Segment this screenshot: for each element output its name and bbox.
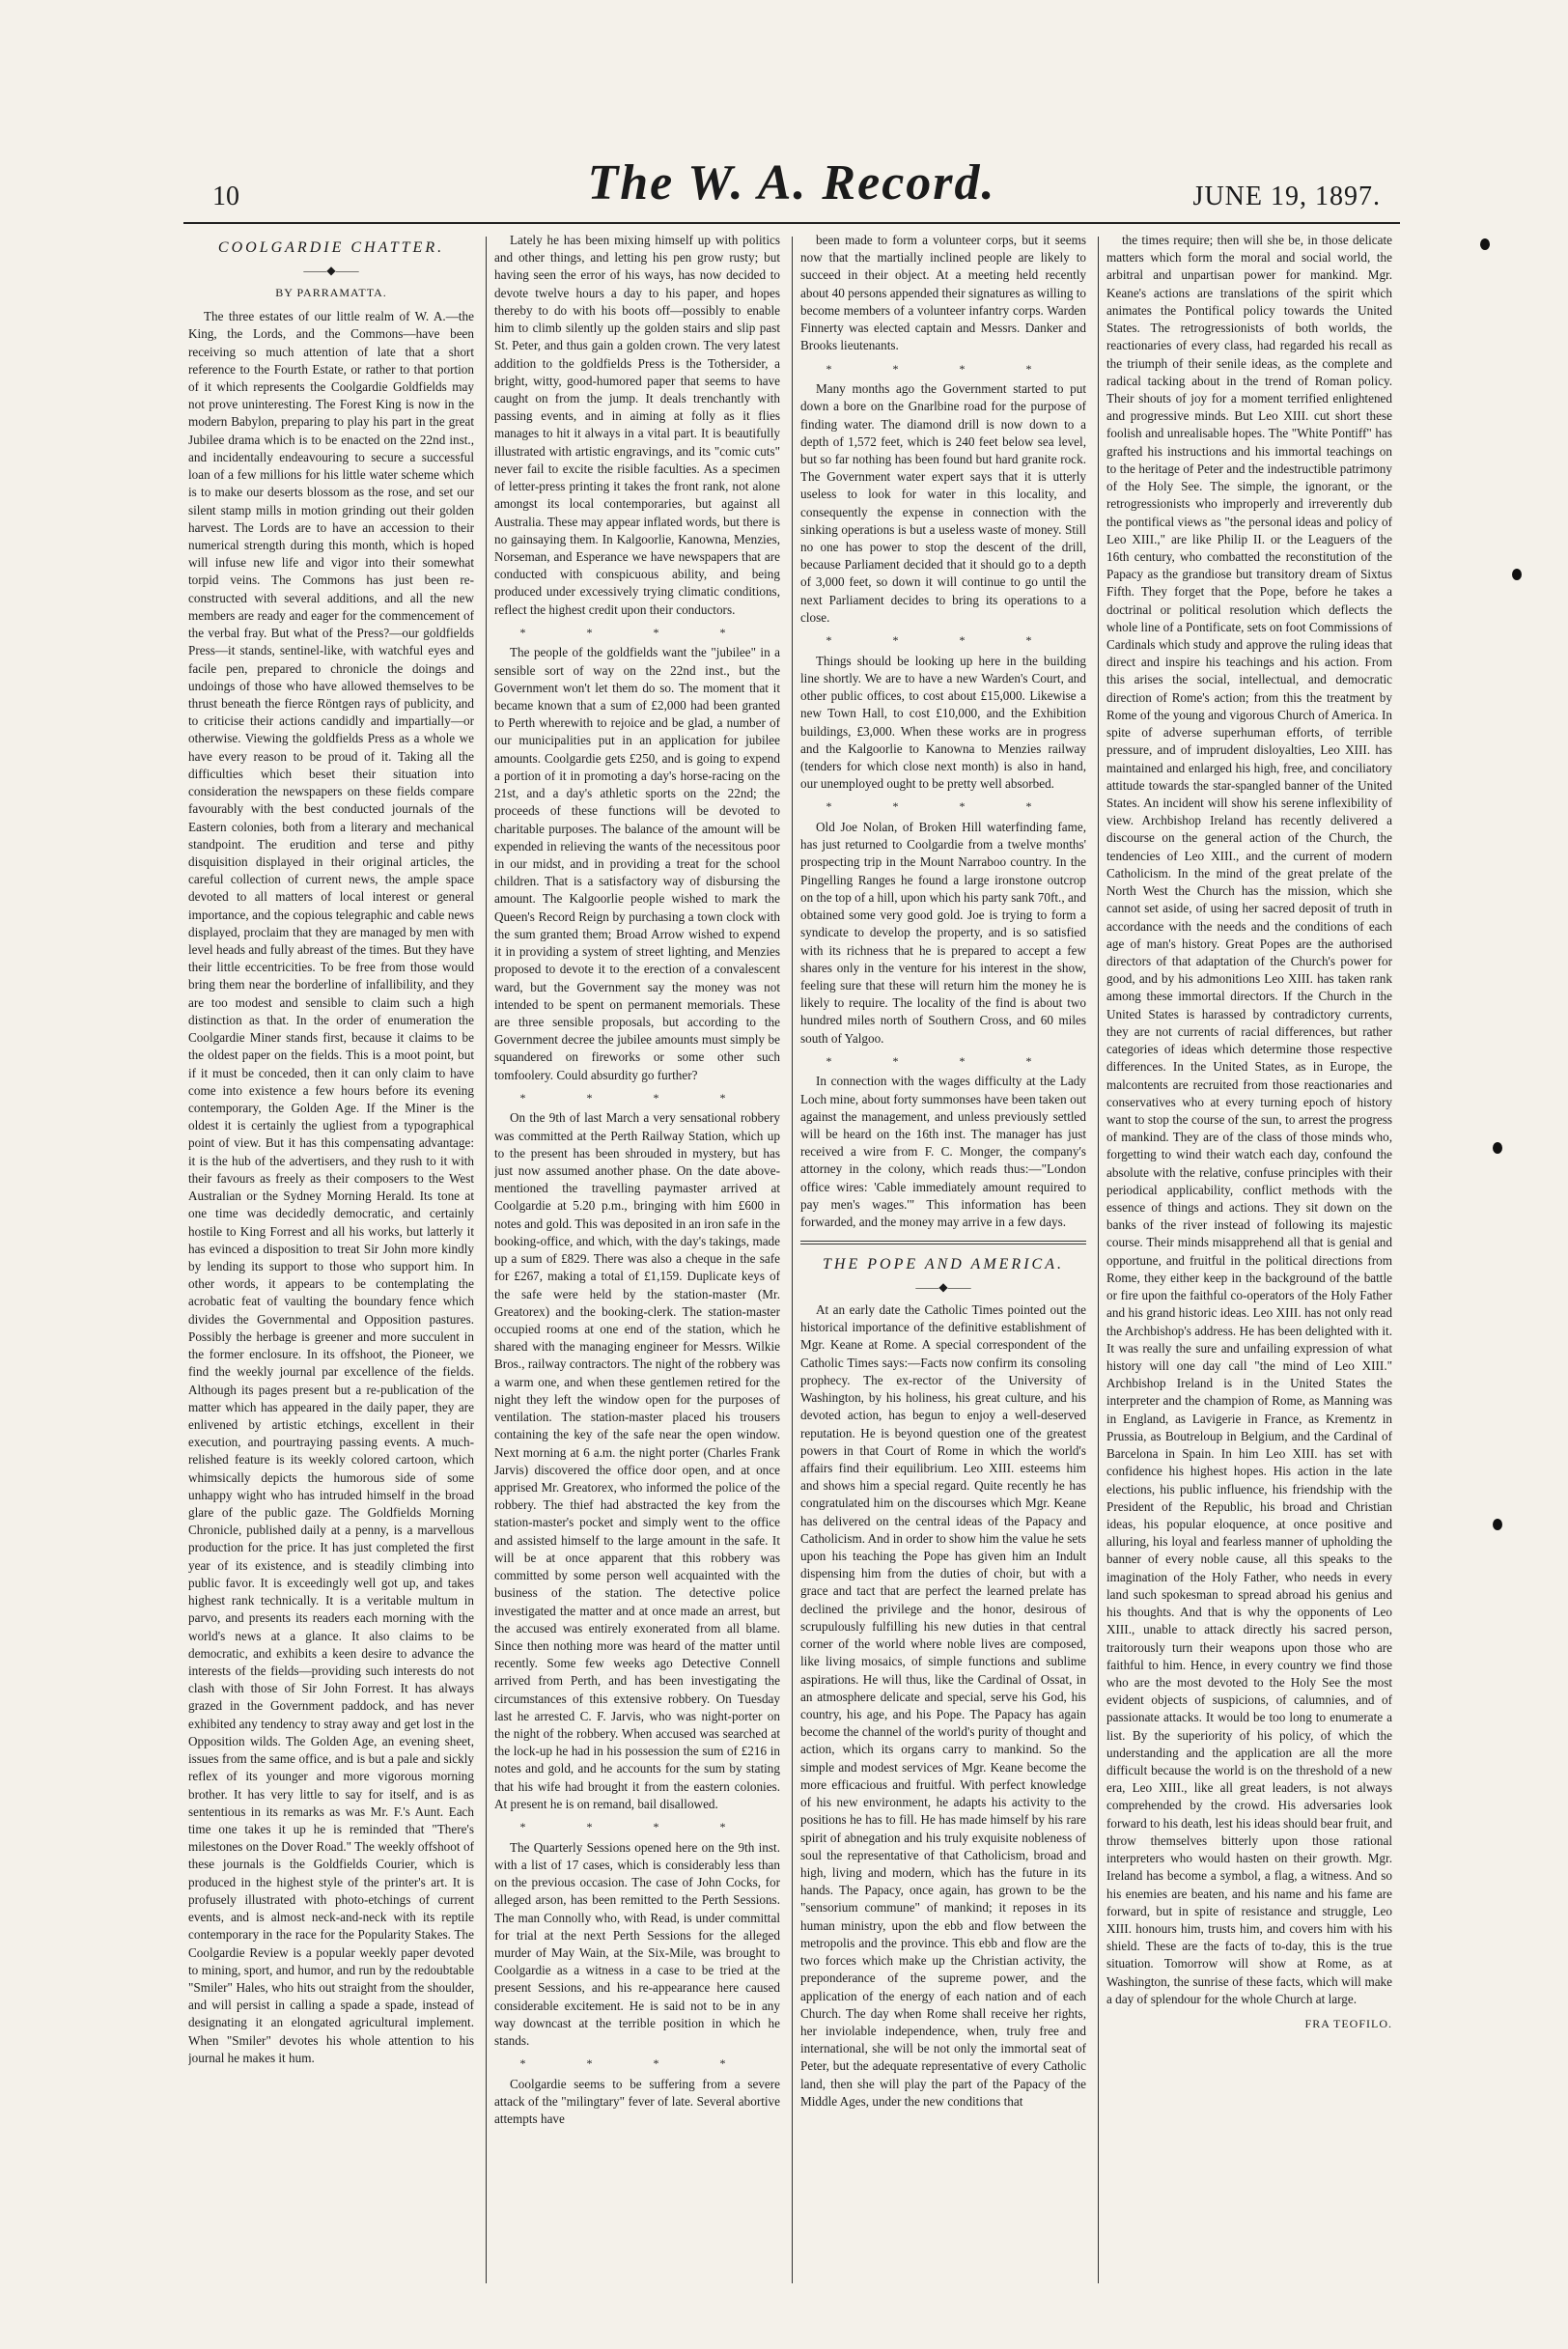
article-heading-coolgardie-chatter: COOLGARDIE CHATTER. — [217, 239, 445, 256]
issue-date: JUNE 19, 1897. — [1192, 182, 1381, 211]
column-divider — [1098, 237, 1099, 2283]
column-divider — [486, 237, 487, 2283]
article-paragraph: been made to form a volunteer corps, but it seems now that the martially inclined people are likely to succeed in their object. At a meeting held recently about 40 persons appended their signatures as willing to become members of a volunteer infantry corps. Warden Finnerty was elected captain and Messrs. Danker and Brooks lieutenants. — [800, 233, 1086, 353]
section-separator: * * * * — [519, 1090, 755, 1105]
article-byline: BY PARRAMATTA. — [275, 285, 387, 299]
article-rule — [800, 1241, 1086, 1244]
section-separator: * * * * — [826, 633, 1061, 648]
margin-bullet-mark — [1480, 238, 1490, 250]
section-separator: * * * * — [826, 799, 1061, 814]
article-paragraph: In connection with the wages difficulty at the Lady Loch mine, about forty summonses have been taken out against the management, and unless previously settled will be heard on the 16th inst. The manager has just received a wire from F. C. Monger, the company's attorney in the colony, which reads thus:—"London office wires: 'Cable immediately amount required to pay men's wages.'" This information has been forwarded, and the money may arrive in a few days. — [800, 1074, 1086, 1230]
heading-ornament: ——◆—— — [915, 1280, 971, 1295]
section-separator: * * * * — [826, 361, 1061, 376]
margin-bullet-mark — [1493, 1142, 1502, 1154]
margin-bullet-mark — [1512, 569, 1522, 580]
article-paragraph: the times require; then will she be, in those delicate matters which form the moral and social world, the arbitral and unpartisan power for mankind. Mgr. Keane's actions are translations of the spirit which animates the Pontifical policy towards the United States. The retrogressionists of both worlds, the reactionaries of every class, had regarded his recall as the triumph of their senile ideas, as the complete and radical tacking about in the trend of Roman policy. Their shouts of joy for a moment terrified enlightened and progressive minds. But Leo XIII. cut short these foolish and unrealisable hopes. The "White Pontiff" has grafted his instructions and his immortal teachings on to the heritage of Peter and the indestructible patrimony of the Holy See. The simple, the ignorant, or the retrogressionists who improperly and irreverently dub the pontifical views as "the personal ideas and policy of Leo XIII.," are like Philip II. or the Leaguers of the 16th century, who combatted the reconstitution of the Papacy as the grandiose but transitory dream of Sixtus Fifth. They forget that the Pope, before he takes a doctrinal or political resolution which deflects the whole line of a Pontificate, sets on foot Commissions of Cardinals which study and approve the ruling ideas that direct and inspire his teachings and his action. From this arises the social, intellectual, and democratic direction of Rome's action; from this the treatment by Rome of the young and vigorous Church of America. In spite of adverse superhuman efforts, of terrible pressure, and of imprudent disloyalties, Leo XIII. has maintained and enlarged his high, free, and conciliatory attitude towards the star-spangled banner of the United States. An incident will show his serene inflexibility of view. Archbishop Ireland has recently delivered a discourse on the general action of the Church, the tendencies of Leo XIII., and the current of modern Catholicism. In the mind of the great prelate of the North West the Church has the mission, which she cannot set aside, of using her sacred deposit of truth in accordance with the needs and the conditions of each age of man's history. Great Popes are the authorised directors of that adaptation of the Church's power for good, and by his admonitions Leo XIII. has taken rank among these immortal directors. If the Church in the United States is harassed by contradictory currents, they are not currents of racial differences, but rather categories of ideas which determine those respective differences. In the United States, as in Europe, the malcontents are recruited from those reactionaries and conservatives who at every turning epoch of history want to stop the course of the sun, to arrest the progress of mankind. They are of the class of those minds who, forgetting to wind their watch each day, confound the absolute with the relative, confuse principles with their periodical applicability, conflict methods with the essence of things and actions. They sit down on the banks of the river instead of following its majestic course. Their minds misapprehend all that is genial and opportune, and fruitful in the political directions from Rome, they either keep in the background of the battle or fire upon the faithful co-operators of the Holy Father and his grand historic ideas. Leo XIII. has not only read the Archbishop's address. He has been delighted with it. It was really the sure and unfailing expression of what history will one day call "the mind of Leo XIII." Archbishop Ireland is in the United States the interpreter and the champion of Rome, as Manning was in England, as Lavigerie in France, as Krementz in Prussia, as Boutreloup in Belgium, and the Cardinal of Barcelona in Spain. In him Leo XIII. has set with confidence his highest hopes. His action in the late elections, his public influence, his friendship with the President of the Republic, his broad and Christian ideas, his popular eloquence, at once positive and alluring, his loyal and fearless manner of upholding the banner of every noble cause, all this speaks to the imagination of the Holy Father, who needs in every land such spokesman to spread abroad his genius and his thoughts. And that is why the opponents of Leo XIII., unable to attack directly his sacred person, traitorously turn their weapons upon those who are faithful to him. Hence, in every country we find those who are the most devoted to the Holy See the most evident objects of suspicions, of calumnies, and of passionate attacks. It would be too long to enumerate a list. By the superiority of his policy, of which the understanding and the application are all the more difficult because the world is on the threshold of a new era, Leo XIII., like all great leaders, is not always comprehended by the crowd. His adversaries look forward to his death, lest his ideas should bear fruit, and throw themselves bitterly upon those rational interpreters who would hasten on their growth. Mgr. Ireland has become a symbol, a flag, a witness. And so his enemies are beaten, and his name and his fame are forward, but in spite of resistance and struggle, Leo XIII. honours him, trusts him, and covers him with his shield. These are the facts of to-day, this is the true situation. Tomorrow will show at Rome, as at Washington, the sunrise of these facts, which will make a day of splendour for the whole Church at large. — [1106, 233, 1392, 2006]
heading-ornament: ——◆—— — [303, 264, 359, 278]
section-separator: * * * * — [519, 2056, 755, 2071]
article-paragraph: The Quarterly Sessions opened here on the 9th inst. with a list of 17 cases, which is considerably less than on the previous occasion. The case of John Cocks, for alleged arson, has been remitted to the Perth Sessions. The man Connolly who, with Read, is under committal for trial at the next Perth Sessions for the alleged murder of May Wain, at the Six-Mile, was brought to Coolgardie as a witness in a case to be tried at the present Sessions, and his re-appearance here caused considerable excitement. He is said not to be in any way downcast at the terrible position in which he stands. — [494, 1839, 780, 2049]
columns — [183, 232, 1400, 2298]
article-paragraph: The three estates of our little realm of W. A.—the King, the Lords, and the Commons—have been receiving so much attention of late that a short reference to the Fourth Estate, or rather to that portion of it which represents the Coolgardie Goldfields may not prove uninteresting. The Forest King is now in the modern Babylon, preparing to play his part in the great Jubilee drama which is to be enacted on the 22nd inst., and incidentally endeavouring to secure a successful loan of a few millions for his little water scheme which is to make our deserts blossom as the rose, and set our silent stamp mills in motion grinding out their golden harvest. The Lords are to have an accession to their numerical strength during this month, which is hoped will infuse new life and vigor into their somewhat torpid veins. The Commons has just been re-constructed with several additions, and all the new members are ready and eager for the commencement of the verbal fray. But what of the Press?—our goldfields Press—it stands, sentinel-like, with watchful eyes and facile pen, prepared to chronicle the doings and undoings of those who have allowed themselves to be thrust beneath the fierce Röntgen rays of publicity, and to criticise their actions candidly and impartially—or otherwise. Viewing the goldfields Press as a whole we have every reason to be proud of it. Taking all the difficulties which beset their situation into consideration the newspapers on these fields compare favourably with the best conducted journals of the Eastern colonies, both from a literary and mechanical standpoint. The erudition and terse and pithy disquisition displayed in their original articles, the careful collection of current news, the ample space devoted to all matters of local interest or general importance, and the copious telegraphic and cable news displayed, proclaim that they are managed by men with level heads and fully abreast of the times. But they have their little eccentricities. To be free from those would bring them near the borderline of infallibility, and they are too modest and sensible to claim such a high distinction as that. In the order of enumeration the Coolgardie Miner stands first, because it claims to be the oldest paper on the fields. This is a moot point, but if it must be conceded, then it can only claim to have come into existence a few hours before its evening contemporary, the Golden Age. If the Miner is the oldest it is certainly the ugliest from a typographical point of view. But it has this compensating advantage: it is the hub of the advertisers, and they rush to it with their favours as freely as their composers to the West Australian or the Sydney Morning Herald. Its tone at one time was decidedly democratic, and certainly hostile to King Forrest and all his works, but latterly it has evinced a disposition to treat Sir John more kindly by lending its support to those who support him. In other words, it appears to be contemplating the acrobatic feat of vaulting the boundary fence which divides the Governmental and Opposition pastures. Possibly the herbage is greener and more succulent in the former enclosure. In its offshoot, the Pioneer, we find the weekly journal par excellence of the fields. Although its pages present but a re-publication of the matter which has appeared in the daily paper, they are enlivened by artistic etchings, excellent in their execution, and pourtraying passing events. A much-relished feature is its weekly colored cartoon, which whimsically depicts the humorous side of some unhappy wight who has intruded himself in the broad glare of the public gaze. The Goldfields Morning Chronicle, published daily at a penny, is a marvellous production for the price. It has just completed the first year of its existence, and is steadily climbing into public favor. It is exceedingly well got up, and takes highest rank technically. It is a veritable multum in parvo, and presents its readers each morning with the world's news at a glance. It also claims to be democratic, and exhibits a keen desire to advance the interests of the fields—providing such interests do not clash with those of Sir John Forrest. It has always grazed in the Government paddock, and has never exhibited any tendency to stray away and get lost in the Opposition wilds. The Golden Age, an evening sheet, issues from the same office, and is but a pale and sickly reflex of its younger and more vigorous morning brother. It has very little to say for itself, and is as sententious in its remarks as was Mr. F.'s Aunt. Each time one takes it up he is reminded that "There's milestones on the Dover Road." The weekly offshoot of these journals is the Goldfields Courier, which is produced in the highest style of the printer's art. It is profusely illustrated with photo-etchings of current events, and is almost neck-and-neck with its reptile contemporary in the race for the Popularity Stakes. The Coolgardie Review is a popular weekly paper devoted to mining, sport, and humor, and run by the redoubtable "Smiler" Hales, who hits out straight from the shoulder, and will persist in calling a spade a spade, instead of designating it an elongated agricultural implement. When "Smiler" devotes his whole attention to his journal he makes it hum. — [188, 309, 474, 2065]
column-divider — [792, 237, 793, 2283]
column-3 — [800, 232, 1086, 2288]
newspaper-page — [183, 126, 1400, 2307]
newspaper-title: The W. A. Record. — [587, 155, 996, 210]
article-paragraph: On the 9th of last March a very sensational robbery was committed at the Perth Railway Station, which up to the present has been shrouded in mystery, but has just now assumed another phase. On the date above-mentioned the travelling paymaster arrived at Coolgardie at 5.20 p.m., bringing with him £600 in notes and gold. This was deposited in an iron safe in the booking-office, and which, with the day's takings, made up a sum of £829. There was also a cheque in the safe for £267, making a total of £1,159. Duplicate keys of the safe were held by the station-master (Mr. Greatorex) and the booking-clerk. The station-master occupied rooms at one end of the station, which he shared with the managing engineer for Messrs. Wilkie Bros., railway contractors. The night of the robbery was a warm one, and when these gentlemen retired for the night they left the window open for the purposes of ventilation. The station-master placed his trousers containing the key of the safe near the open window. Next morning at 6 a.m. the night porter (Charles Frank Jarvis) discovered the office door open, and at once apprised Mr. Greatorex, who informed the police of the robbery. The thief had abstracted the key from the station-master's pocket and simply went to the office and assisted himself to the large amount in the safe. It will be at once apparent that this robbery was committed by some person well acquainted with the business of the station. The detective police investigated the matter and at once made an arrest, but the accused was entirely exonerated from all blame. Since then nothing more was heard of the matter until recently. Some few weeks ago Detective Connell arrived from Perth, and has been investigating the circumstances of this extensive robbery. On Tuesday last he arrested C. F. Jarvis, who was night-porter on the night of the robbery. When accused was searched at the lock-up he had in his possession the sum of £216 in notes and gold, and he accounts for the sum by stating that his wife had brought it from the eastern colonies. At present he is on remand, bail disallowed. — [494, 1110, 780, 1811]
article-paragraph: Old Joe Nolan, of Broken Hill waterfinding fame, has just returned to Coolgardie from a twelve months' prospecting trip in the Mount Narraboo country. In the Pingelling Ranges he found a large ironstone outcrop on the top of a hill, upon which his party sank 70ft., and obtained some very good gold. Joe is trying to form a syndicate to develop the property, and is so satisfied with its richness that he is prepared to accept a few shares only in the venture for his interest in the show, feeling sure that these will return him the money he is likely to require. The locality of the find is about two hundred miles north of Southern Cross, and 60 miles south of Yalgoo. — [800, 819, 1086, 1046]
article-heading-pope-and-america: THE POPE AND AMERICA. — [823, 1256, 1064, 1273]
section-separator: * * * * — [826, 1053, 1061, 1068]
margin-bullet-mark — [1493, 1519, 1502, 1530]
column-4 — [1106, 232, 1392, 2288]
section-separator: * * * * — [519, 625, 755, 639]
article-paragraph: Things should be looking up here in the building line shortly. We are to have a new Warden's Court, and other public offices, to cost about £15,000. Likewise a new Town Hall, to cost £10,000, and the Exhibition buildings, £3,000. When these works are in progress and the Kalgoorlie to Kanowna to Menzies railway (tenders for which close next month) is also in hand, our unemployed ought to be pretty well absorbed. — [800, 653, 1086, 792]
article-paragraph: Many months ago the Government started to put down a bore on the Gnarlbine road for the purpose of finding water. The diamond drill is now down to a depth of 1,572 feet, which is 240 feet below sea level, but so far nothing has been found but hard granite rock. The Government water expert says that it is utterly useless to look for water in this locality, and consequently the expense in connection with the sinking operations is but a useless waste of money. Still no one has power to stop the descent of the drill, because Parliament decided that it should go to a depth of 3,000 feet, so down it will continue to go until the next Parliament decides to bring its operations to a close. — [800, 381, 1086, 625]
column-1 — [188, 232, 474, 2288]
article-paragraph: Lately he has been mixing himself up with politics and other things, and letting his pen grow rusty; but having seen the error of his ways, has now decided to devote twelve hours a day to his paper, and hopes thereby to do with his boots off—possibly to enable him to climb silently up the golden stairs and slip past St. Peter, and thus gain a golden crown. The very latest addition to the goldfields Press is the Tothersider, a bright, witty, good-humored paper that seems to have caught on from the jump. It deals trenchantly with passing events, and in aiming at folly as it flies manages to hit it always in a vital part. It is beautifully illustrated with artistic engravings, and its "comic cuts" never fail to excite the risible faculties. As a specimen of letter-press printing it takes the front rank, not alone amongst its local contemporaries, but against all Australia. These may appear inflated words, but there is no gainsaying them. In Kalgoorlie, Kanowna, Menzies, Norseman, and Esperance we have newspapers that are conducted with conspicuous ability, and being produced under excessively trying climatic conditions, reflect the highest credit upon their conductors. — [494, 233, 780, 617]
column-2 — [494, 232, 780, 2288]
section-separator: * * * * — [519, 1820, 755, 1834]
article-signature: FRA TEOFILO. — [1304, 2017, 1392, 2031]
article-paragraph: At an early date the Catholic Times pointed out the historical importance of the definitive establishment of Mgr. Keane at Rome. A special correspondent of the Catholic Times says:—Facts now confirm its consoling prophecy. The ex-rector of the University of Washington, by his holiness, his great culture, and his devoted action, has begun to enjoy a well-deserved reputation. He is beyond question one of the greatest powers in that Court of Rome in which the world's affairs find their equilibrium. Leo XIII. esteems him and shows him a special regard. Quite recently he has congratulated him on the discourses which Mgr. Keane has delivered on the central ideas of the Papacy and Catholicism. And in order to show him the value he sets upon his teaching the Pope has given him an Indult dispensing him from the duties of choir, but with a grace and tact that are perfect the learned prelate has declined the privilege and the honor, desirous of scrupulously fulfilling his new duties in that central corner of the world where noble lives are composed, like living mosaics, of simple functions and sublime aspirations. He will thus, like the Cardinal of Ossat, in an atmosphere delicate and special, serve his God, his country, his age, and his Pope. The Papacy has again become the channel of the world's purity of thought and action, which its organs carry to mankind. So the simple and modest services of Mgr. Keane become the more efficacious and fruitful. With perfect knowledge of his new environment, he adapts his activity to the positions he has to fill. He has made himself by his rare spirit of abnegation and his truly exquisite nobleness of soul the representative of that Catholicism, broad and high, living and modern, which has the future in its hands. The Papacy, once again, has grown to be the "sensorium commune" of mankind; it reposes in its human ministry, upon the ebb and flow between the metropolis and the province. This ebb and flow are the two forces which make up the Christian activity, the preponderance of the supreme power, and the application of the energy of each nation and of each Church. The day when Rome shall receive her rights, her inviolable independence, when, truly free and international, she will be not only the immortal seat of Peter, but the adequate representative of every Catholic land, then she will play the part of the Papacy of the Middle Ages, under the new conditions that — [800, 1301, 1086, 2109]
article-paragraph: Coolgardie seems to be suffering from a severe attack of the "milingtary" fever of late. Several abortive attempts have — [494, 2076, 780, 2127]
article-paragraph: The people of the goldfields want the "jubilee" in a sensible sort of way on the 22nd inst., but the Government won't let them do so. The moment that it became known that a sum of £2,000 had been granted to Perth wherewith to rejoice and be glad, a number of our municipalities put in an application for jubilee amounts. Coolgardie gets £250, and is going to expend a portion of it in promoting a day's horse-racing on the 21st, and a day's athletic sports on the 22nd; the proceeds of these functions will be devoted to charitable purposes. The balance of the amount will be expended in relieving the wants of the necessitous poor in our midst, and in providing a treat for the school children. That is a satisfactory way of disbursing the amount. The Kalgoorlie people wished to mark the Queen's Record Reign by purchasing a town clock with the sum granted them; Broad Arrow wished to expend it in providing a system of street lighting, and Menzies proposed to devote it to the erection of a convalescent ward, but the Government say the money was not intended to be spent on permanent memorials. These are three sensible proposals, but according to the Government decree the jubilee amounts must simply be squandered on fireworks or some other such tomfoolery. Could absurdity go further? — [494, 645, 780, 1082]
masthead-rule — [183, 222, 1400, 224]
masthead — [183, 154, 1400, 222]
page-number: 10 — [212, 182, 239, 211]
